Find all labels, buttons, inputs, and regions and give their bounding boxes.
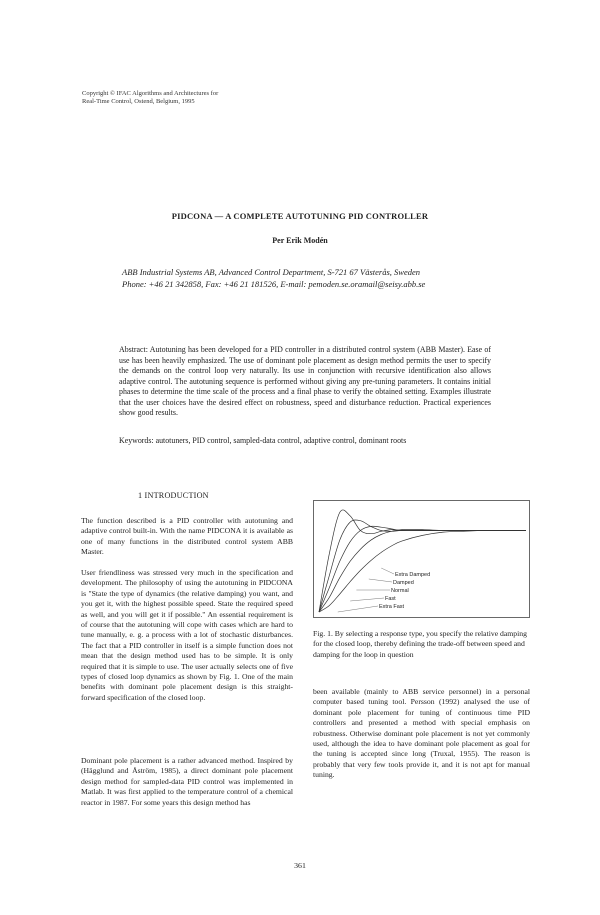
- paper-title: PIDCONA — A COMPLETE AUTOTUNING PID CONTROLLER: [171, 211, 429, 221]
- copyright-line: Real-Time Control, Ostend, Belgium, 1995: [82, 98, 195, 105]
- left-paragraph-2: User friendliness was stressed very much in the specification and development. The philosophy of using the autotuning in PIDCONA is "State the type of dynamics (the relative damping) you want, and you get it, with the highest possible speed. State the required speed as well, and you will get it if possible." An essential requirement is of course that the autotuning will cope with cases which are hard to tune manually, e. g. a process with a lot of stochastic disturbances. The fact that a PID controller in itself is a simple function does not mean that the design method used has to be simple. It is only required that it is simple to use. The user actually selects one of five types of closed loop dynamics as shown by Fig. 1. One of the main benefits with dominant pole placement design is this straight-forward specification of the closed loop.: [81, 568, 293, 702]
- left-paragraph-3: Dominant pole placement is a rather advanced method. Inspired by (Hägglund and Åström, 1985), a direct dominant pole placement design method for sampled-data PID control was implemented in Matlab. It was first applied to the temperature control of a chemical reactor in 1987. For some years this design method has: [81, 756, 293, 807]
- chart-frame: [314, 501, 530, 618]
- copyright-line: Copyright © IFAC Algorithms and Architectures for: [82, 90, 219, 97]
- response-chart: [313, 500, 530, 618]
- right-paragraph-1: been available (mainly to ABB service personnel) in a personal computer based tuning tool. Persson (1992) analysed the use of dominant pole placement for tuning of continuous time PID controllers and presented a method with special emphasis on robustness. Otherwise dominant pole placement is not yet commonly used, although the idea to have dominant pole placement as goal for the tuning is accepted since long (Truxal, 1955). The reason is probably that very few tools provide it, and it is not apt for manual tuning.: [313, 687, 530, 780]
- figure-1: [313, 500, 530, 623]
- left-paragraph-1: The function described is a PID controller with autotuning and adaptive control built-in. With the name PIDCONA it is available as one of many functions in the distributed control system ABB Master.: [81, 516, 293, 557]
- caption-label: Fig. 1.: [313, 629, 333, 638]
- page-number: 361: [294, 861, 306, 870]
- curve-label: Fast: [385, 596, 396, 602]
- affiliation-line: Phone: +46 21 342858, Fax: +46 21 181526, E-mail: pemoden.se.oramail@seisy.abb.se: [122, 278, 426, 289]
- abstract: Abstract: Autotuning has been developed for a PID controller in a distributed control system (ABB Master). Ease of use has been heavily emphasized. The use of dominant pole placement as design method permits the user to specify the demands on the control loop very naturally. Its use in conjunction with recursive identification also allows adaptive control. The autotuning sequence is performed without giving any pre-tuning parameters. It contains initial phases to determine the time scale of the process and a final phase to verify the obtained setting. Examples illustrate that the user choices have the desired effect on robustness, speed and disturbance reduction. Practical experiences show good results.: [119, 345, 491, 417]
- affiliation-line: ABB Industrial Systems AB, Advanced Control Department, S-721 67 Västerås, Sweden: [122, 267, 421, 277]
- affiliation: [122, 267, 522, 290]
- caption-text: By selecting a response type, you specify the relative damping for the closed loop, thereby defining the trade-off between speed and damping for the loop in question: [313, 629, 527, 659]
- curve-label: Damped: [393, 580, 414, 586]
- section-heading: 1 INTRODUCTION: [138, 491, 209, 500]
- author-name: Per Erik Modén: [272, 236, 328, 245]
- copyright-notice: [82, 90, 218, 106]
- keywords: Keywords: autotuners, PID control, sampled-data control, adaptive control, dominant roots: [119, 436, 407, 445]
- curve-label: Extra Fast: [379, 604, 405, 610]
- figure-caption: [313, 629, 531, 660]
- curve-label: Extra Damped: [395, 572, 431, 578]
- curve-label: Normal: [391, 588, 409, 594]
